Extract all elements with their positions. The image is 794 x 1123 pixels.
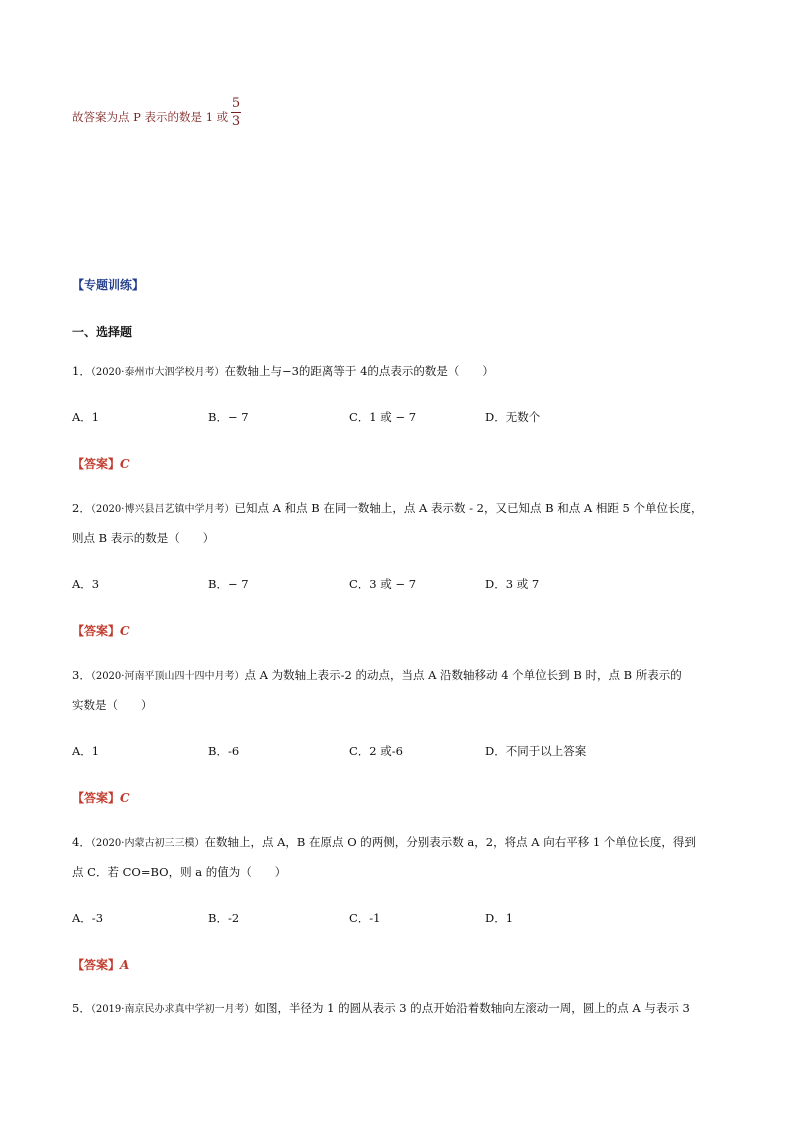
question-source: （2019·南京民办求真中学初一月考） [90,1004,255,1015]
answer-value: C [120,457,130,471]
question-4 [72,834,696,850]
answer-1 [72,455,130,472]
question-number: 1． [72,364,91,378]
option-c: C．-1 [349,911,381,925]
option-c: C．3 或 − 7 [349,577,417,591]
question-number: 3． [72,668,91,682]
question-2 [72,500,702,516]
question-source: （2020·泰州市大泗学校月考） [90,367,225,378]
option-a: A．1 [72,744,100,758]
question-stem: 点 A 为数轴上表示-2 的动点，当点 A 沿数轴移动 4 个单位长到 B 时，点 B 所表示的 [244,668,682,682]
intro-fraction [231,96,241,129]
question-stem: 在数轴上与−3的距离等于 4的点表示的数是（ ） [224,364,494,378]
answer-value: C [120,624,130,638]
question-source: （2020·河南平顶山四十四中月考） [90,671,245,682]
option-a: A．3 [72,577,100,591]
section-title: 【专题训练】 [72,278,145,292]
answer-value: A [120,958,130,972]
option-a: A．-3 [72,911,104,925]
answer-label: 【答案】 [72,457,121,471]
question-number: 2． [72,501,91,515]
option-b: B．− 7 [208,577,249,591]
intro-text: 故答案为点 P 表示的数是 1 或 [72,110,229,124]
option-d: D．3 或 7 [485,577,540,591]
answer-4 [72,956,129,973]
question-source: （2020·博兴县吕艺镇中学月考） [90,504,235,515]
option-a: A．1 [72,410,100,424]
answer-3 [72,789,130,806]
option-d: D．1 [485,911,514,925]
fraction-bar [231,112,241,113]
question-2-line2: 则点 B 表示的数是（ ） [72,531,215,545]
option-c: C．2 或-6 [349,744,403,758]
option-b: B．-2 [208,911,240,925]
answer-label: 【答案】 [72,791,121,805]
option-c: C．1 或 − 7 [349,410,417,424]
question-stem: 已知点 A 和点 B 在同一数轴上，点 A 表示数 - 2，又已知点 B 和点 A 相距 5 个单位长度， [234,501,703,515]
answer-2 [72,622,130,639]
question-stem: 如图，半径为 1 的圆从表示 3 的点开始沿着数轴向左滚动一周，圆上的点 A 与表示 3 [254,1001,690,1015]
question-number: 5． [72,1001,91,1015]
option-d: D．无数个 [485,410,541,424]
fraction-numerator: 5 [231,96,241,111]
question-3 [72,667,682,683]
question-1 [72,363,494,379]
option-b: B．− 7 [208,410,249,424]
answer-value: C [120,791,130,805]
option-b: B．-6 [208,744,240,758]
question-source: （2020·内蒙古初三三模） [90,838,205,849]
fraction-denominator: 3 [231,114,241,129]
question-number: 4． [72,835,91,849]
question-stem: 在数轴上，点 A，B 在原点 O 的两侧，分别表示数 a，2，将点 A 向右平移 1 个单位长度，得到 [204,835,696,849]
question-3-line2: 实数是（ ） [72,698,153,712]
section-subtitle: 一、选择题 [72,325,133,339]
question-5 [72,1000,690,1016]
answer-label: 【答案】 [72,624,121,638]
question-4-line2: 点 C．若 CO=BO，则 a 的值为（ ） [72,865,287,879]
answer-label: 【答案】 [72,958,121,972]
option-d: D．不同于以上答案 [485,744,587,758]
